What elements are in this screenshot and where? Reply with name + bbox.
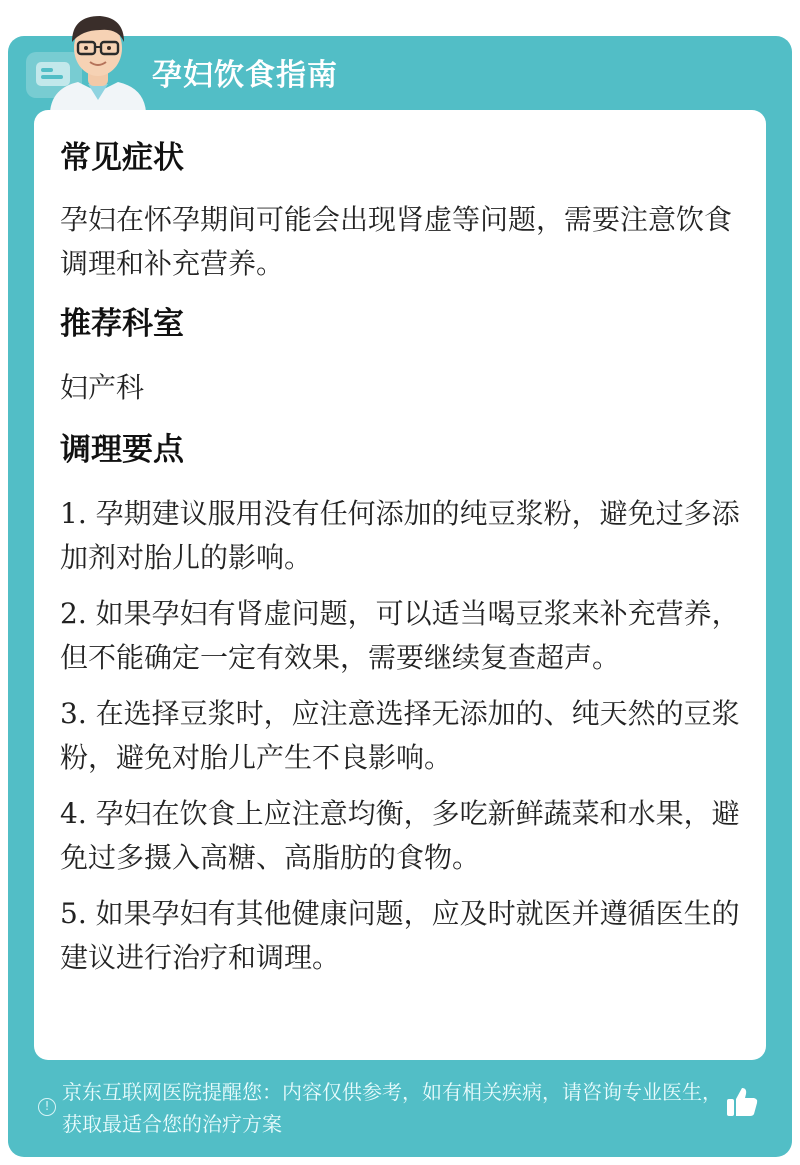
tip-number: 1. xyxy=(60,497,87,530)
tip-text: 如果孕妇有其他健康问题，应及时就医并遵循医生的建议进行治疗和调理。 xyxy=(60,897,740,974)
tip-item xyxy=(60,792,740,880)
tip-item xyxy=(60,592,740,680)
department-title: 推荐科室 xyxy=(60,306,184,342)
tip-text: 孕期建议服用没有任何添加的纯豆浆粉，避免过多添加剂对胎儿的影响。 xyxy=(60,497,740,574)
tip-text: 如果孕妇有肾虚问题，可以适当喝豆浆来补充营养，但不能确定一定有效果，需要继续复查超声。 xyxy=(60,597,740,674)
tip-item xyxy=(60,892,740,980)
tip-number: 2. xyxy=(60,597,87,630)
tips-list xyxy=(60,492,740,980)
tip-text: 孕妇在饮食上应注意均衡，多吃新鲜蔬菜和水果，避免过多摄入高糖、高脂肪的食物。 xyxy=(60,797,740,874)
tip-number: 4. xyxy=(60,797,87,830)
tips-title: 调理要点 xyxy=(60,432,184,468)
footer-disclaimer: 京东互联网医院提醒您：内容仅供参考，如有相关疾病，请咨询专业医生，获取最适合您的治疗方案 xyxy=(62,1080,722,1136)
doctor-avatar xyxy=(42,4,154,112)
tip-number: 5. xyxy=(60,897,87,930)
department-body: 妇产科 xyxy=(60,371,145,404)
info-icon: ! xyxy=(38,1098,56,1116)
thumbs-up-icon[interactable] xyxy=(724,1084,760,1120)
symptoms-body: 孕妇在怀孕期间可能会出现肾虚等问题，需要注意饮食调理和补充营养。 xyxy=(60,203,733,280)
tip-text: 在选择豆浆时，应注意选择无添加的、纯天然的豆浆粉，避免对胎儿产生不良影响。 xyxy=(60,697,740,774)
symptoms-title: 常见症状 xyxy=(60,140,184,176)
page-title: 孕妇饮食指南 xyxy=(152,58,338,93)
content-card xyxy=(34,110,766,1060)
tip-number: 3. xyxy=(60,697,87,730)
tip-item xyxy=(60,692,740,780)
tip-item xyxy=(60,492,740,580)
